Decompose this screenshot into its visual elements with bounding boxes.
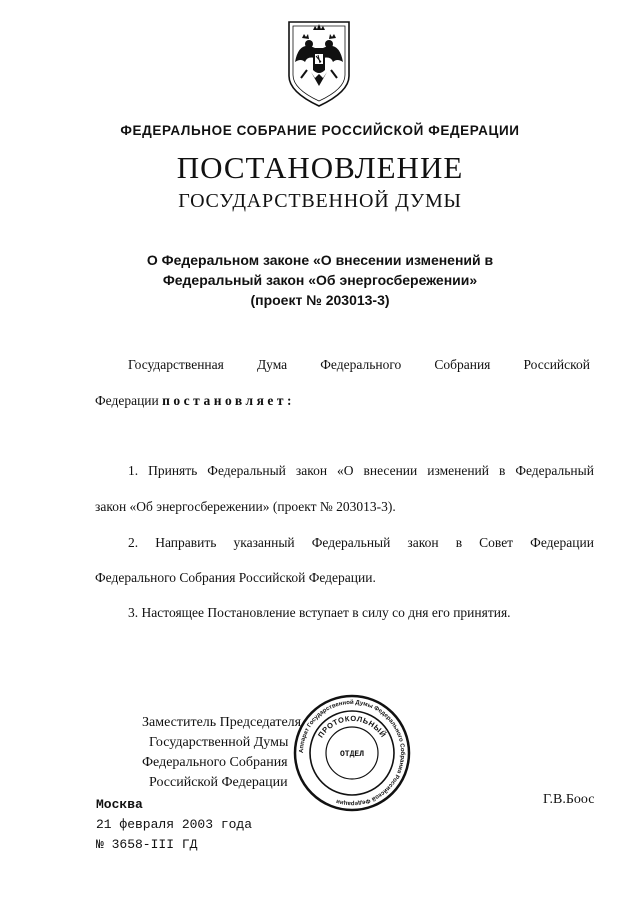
item-word: изменений: [427, 463, 490, 478]
item-word: Федерации: [530, 535, 594, 550]
document-issuer: ГОСУДАРСТВЕННОЙ ДУМЫ: [178, 190, 462, 212]
item-word: 2.: [128, 535, 139, 550]
item-word: 1.: [128, 463, 139, 478]
date: 21 февраля 2003 года: [96, 817, 253, 832]
item-1-line-2: закон «Об энергосбережении» (проект № 203013-3).: [95, 499, 396, 514]
signatory-name: Г.В.Боос: [543, 792, 595, 807]
item-word: внесении: [363, 463, 418, 478]
preamble-line-2: [95, 393, 593, 409]
preamble-word: Федерации: [95, 393, 159, 408]
signature-line-4: Российской Федерации: [149, 775, 288, 790]
signature-line-1: Заместитель Председателя: [142, 715, 302, 730]
item-1-line-1: [128, 463, 594, 479]
coat-of-arms-icon: [285, 18, 353, 108]
item-word: в: [498, 463, 506, 478]
preamble-line-1: [128, 357, 590, 373]
document-subject: [0, 250, 640, 310]
item-word: Федеральный: [311, 535, 391, 550]
item-word: закон: [407, 535, 439, 550]
preamble-word: Российской: [523, 357, 590, 372]
official-stamp-icon: [293, 694, 411, 812]
subject-line-1: О Федеральном законе «О внесении изменений в: [146, 252, 494, 268]
document-meta: [96, 795, 252, 855]
preamble-word: Дума: [256, 357, 288, 372]
subject-line-3: (проект № 203013-3): [250, 292, 390, 308]
item-2-line-2: Федерального Собрания Российской Федерации.: [95, 570, 376, 585]
stamp-inner-center: ОТДЕЛ: [339, 750, 365, 759]
preamble-word: Федерального: [320, 357, 402, 372]
item-word: Направить: [155, 535, 217, 550]
signature-line-2: Государственной Думы: [149, 735, 289, 750]
stamp-inner-top: ПРОТОКОЛЬНЫЙ: [315, 713, 389, 740]
organization-name: ФЕДЕРАЛЬНОЕ СОБРАНИЕ РОССИЙСКОЙ ФЕДЕРАЦИИ: [120, 123, 520, 138]
preamble-word: Собрания: [434, 357, 491, 372]
document-type: ПОСТАНОВЛЕНИЕ: [176, 150, 464, 185]
preamble-resolves: постановляет:: [162, 393, 296, 408]
item-word: в: [455, 535, 463, 550]
subject-line-2: Федеральный закон «Об энергосбережении»: [162, 272, 478, 288]
signature-line-3: Федерального Собрания: [142, 755, 288, 770]
item-word: Совет: [479, 535, 514, 550]
document-number: № 3658-III ГД: [96, 837, 198, 852]
item-word: указанный: [233, 535, 295, 550]
item-word: закон: [295, 463, 328, 478]
item-2-line-1: [128, 535, 594, 551]
item-3: 3. Настоящее Постановление вступает в силу со дня его принятия.: [128, 605, 511, 620]
item-word: Федеральный: [515, 463, 594, 478]
item-word: «О: [337, 463, 354, 478]
city: Москва: [96, 797, 143, 812]
stamp-ring-text: Аппарат Государственной Думы Федерального Собрания Российской Федерации: [298, 699, 406, 807]
item-word: Принять: [148, 463, 198, 478]
item-word: Федеральный: [207, 463, 286, 478]
signature-title: [142, 713, 301, 793]
preamble-word: Государственная: [128, 357, 224, 372]
